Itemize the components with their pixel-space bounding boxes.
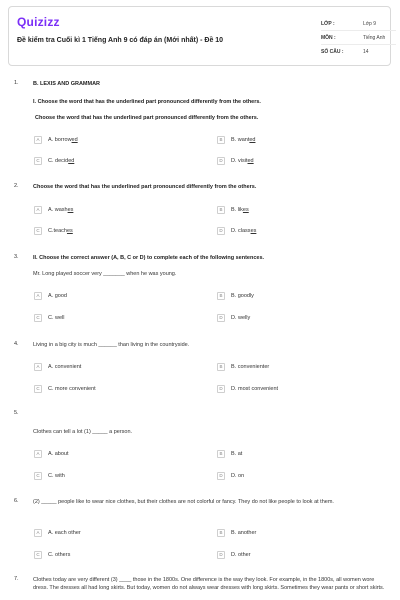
option-d[interactable] [217,156,254,165]
question-text: (2) _____ people like to wear nice clothes, but their clothes are not colorful or fancy. They do not like people to look at them. [33,499,334,505]
option-text: B. want [231,136,250,143]
part-heading: I. Choose the word that has the underlined part pronounced differently from the others. [33,99,261,105]
option-text: D. most convenient [231,385,279,392]
option-text: B. convenienter [231,363,270,370]
option-c[interactable] [34,156,74,165]
question-text: Clothes can tell a lot (1) _____ a person. [33,429,133,435]
option-text: A. each other [48,529,81,536]
question-number: 6. [14,498,19,504]
section-heading: B. LEXIS AND GRAMMAR [33,81,101,87]
option-a[interactable] [34,205,73,214]
meta-key: SỐ CÂU : [321,48,344,55]
option-text: C. others [48,551,71,558]
question-number: 2. [14,183,19,189]
question-number: 1. [14,80,19,86]
option-c[interactable] [34,313,65,322]
option-a[interactable] [34,291,67,300]
underlined-part: ed [247,157,254,164]
option-text: C. well [48,314,65,321]
option-c[interactable] [34,471,65,480]
option-d[interactable] [217,550,251,559]
option-c[interactable] [34,384,96,393]
option-badge: D [217,551,225,559]
option-text: B. lik [231,206,243,213]
underlined-part: es [250,227,257,234]
option-text: A. wash [48,206,68,213]
underlined-part: ed [71,136,78,143]
option-text: D. welly [231,314,251,321]
option-badge: C [34,227,42,235]
option-badge: A [34,529,42,537]
option-text: A. good [48,292,67,299]
question-number: 3. [14,254,19,260]
option-text: C. more convenient [48,385,96,392]
option-badge: A [34,136,42,144]
option-badge: B [217,292,225,300]
option-badge: A [34,292,42,300]
option-text: D. on [231,472,245,479]
option-badge: D [217,472,225,480]
underlined-part: es [67,206,74,213]
option-a[interactable] [34,528,81,537]
option-d[interactable] [217,471,244,480]
option-c[interactable] [34,550,70,559]
question-text: Living in a big city is much ______ than living in the countryside. [33,342,190,348]
option-text: D. other [231,551,251,558]
option-badge: D [217,227,225,235]
option-b[interactable] [217,205,249,214]
option-b[interactable] [217,135,255,144]
option-badge: A [34,206,42,214]
bottom-fade [0,592,400,600]
option-text: A. borrow [48,136,72,143]
option-badge: D [217,385,225,393]
option-c[interactable] [34,226,73,235]
option-badge: D [217,314,225,322]
option-b[interactable] [217,528,256,537]
option-d[interactable] [217,226,256,235]
underlined-part: es [66,227,73,234]
underlined-part: ed [68,157,75,164]
option-d[interactable] [217,313,250,322]
option-badge: C [34,472,42,480]
underlined-part: ed [249,136,256,143]
meta-key: MÔN : [321,34,336,41]
question-instruction: Choose the word that has the underlined part pronounced differently from the others. [33,184,257,190]
option-badge: A [34,363,42,371]
option-badge: B [217,529,225,537]
meta-key: LỚP : [321,20,335,27]
option-b[interactable] [217,362,269,371]
question-number: 5. [14,410,19,416]
option-badge: C [34,385,42,393]
option-b[interactable] [217,449,242,458]
question-text: Mr. Long played soccer very _______ when he was young. [33,271,177,277]
option-text: C. decid [48,157,69,164]
option-badge: C [34,314,42,322]
option-text: D. visit [231,157,248,164]
question-number: 7. [14,576,19,582]
question-number: 4. [14,341,19,347]
part-heading: II. Choose the correct answer (A, B, C or D) to complete each of the following sentences. [33,255,265,261]
option-text: C.teach [48,227,67,234]
option-badge: B [217,363,225,371]
option-badge: B [217,450,225,458]
underlined-part: es [242,206,249,213]
option-badge: B [217,206,225,214]
meta-value: Lớp 9 [363,20,377,27]
option-badge: C [34,157,42,165]
option-text: A. about [48,450,69,457]
option-text: B. at [231,450,243,457]
worksheet-title: Đề kiểm tra Cuối kì 1 Tiếng Anh 9 có đáp án (Mới nhất) - Đề 10 [17,37,224,44]
option-text: C. with [48,472,65,479]
option-badge: A [34,450,42,458]
meta-value: 14 [363,48,369,55]
option-a[interactable] [34,135,78,144]
option-a[interactable] [34,362,81,371]
option-text: D. class [231,227,251,234]
option-text: A. convenient [48,363,82,370]
option-d[interactable] [217,384,278,393]
option-a[interactable] [34,449,69,458]
question-instruction: Choose the word that has the underlined part pronounced differently from the others. [35,115,259,121]
option-b[interactable] [217,291,254,300]
option-badge: D [217,157,225,165]
option-badge: B [217,136,225,144]
option-text: B. goodly [231,292,254,299]
question-text: Clothes today are very different (3) ____ those in the 1800s. One difference is the way they look. For example, in the 1800s, all women wore dress. The dresses all had long skirts. But today, women do not always wear dresses with long skirts. Sometimes they wear pants or short skirts. [33,577,385,591]
option-badge: C [34,551,42,559]
quizizz-logo: Quizizz [17,15,60,29]
meta-value: Tiếng Anh [363,34,386,41]
option-text: B. another [231,529,257,536]
